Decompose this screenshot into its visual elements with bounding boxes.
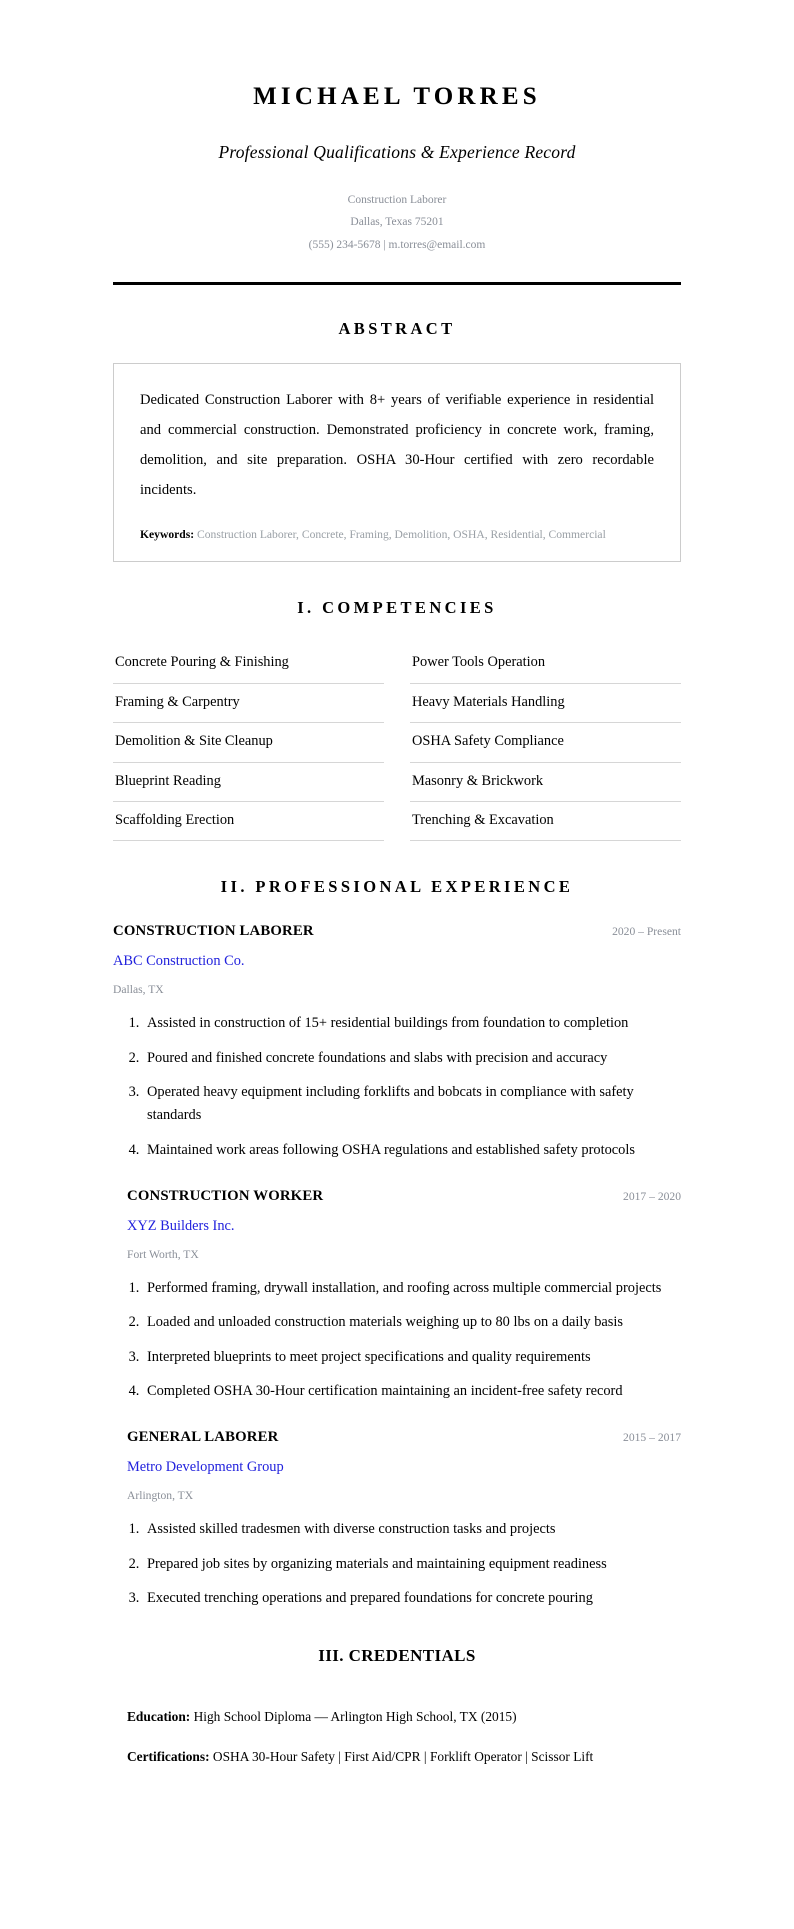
job-title: CONSTRUCTION WORKER <box>127 1188 324 1205</box>
keywords-values: Construction Laborer, Concrete, Framing, Demolition, OSHA, Residential, Commercial <box>197 527 606 541</box>
job-title: GENERAL LABORER <box>127 1429 279 1446</box>
competency-item: Concrete Pouring & Finishing <box>113 644 384 683</box>
education-value: High School Diploma — Arlington High School, TX (2015) <box>190 1709 517 1725</box>
job-location: Dallas, TX <box>113 983 164 997</box>
document-header <box>113 82 681 256</box>
competency-item: Masonry & Brickwork <box>410 763 681 802</box>
job-company[interactable]: Metro Development Group <box>127 1459 284 1476</box>
credentials-heading: III. CREDENTIALS <box>318 1646 476 1666</box>
job-dates: 2020 – Present <box>612 925 681 939</box>
list-item: 3. Executed trenching operations and prepared foundations for concrete pouring <box>143 1587 681 1610</box>
job-location: Arlington, TX <box>127 1489 194 1503</box>
job-responsibility-list <box>113 1012 681 1162</box>
list-item: 2. Loaded and unloaded construction materials weighing up to 80 lbs on a daily basis <box>143 1311 681 1334</box>
job-location: Fort Worth, TX <box>127 1248 199 1262</box>
document-subtitle: Professional Qualifications & Experience Record <box>218 142 576 162</box>
job-responsibility-list <box>127 1277 681 1403</box>
keywords-line <box>140 526 654 543</box>
job-title: CONSTRUCTION LABORER <box>113 923 314 940</box>
list-item: 1. Assisted skilled tradesmen with diverse construction tasks and projects <box>143 1518 681 1541</box>
competency-item: Heavy Materials Handling <box>410 684 681 723</box>
experience-entry <box>113 1188 681 1403</box>
education-label: Education: <box>127 1709 191 1725</box>
job-dates: 2017 – 2020 <box>623 1190 681 1204</box>
job-company[interactable]: ABC Construction Co. <box>113 953 245 970</box>
list-item: 1. Performed framing, drywall installation, and roofing across multiple commercial projects <box>143 1277 681 1300</box>
experience-heading: II. PROFESSIONAL EXPERIENCE <box>220 877 574 897</box>
education-line <box>113 1706 681 1727</box>
keywords-label: Keywords: <box>140 527 195 541</box>
job-company[interactable]: XYZ Builders Inc. <box>127 1218 235 1235</box>
competency-item: Demolition & Site Cleanup <box>113 723 384 762</box>
page-title: MICHAEL TORRES <box>253 83 541 110</box>
job-dates: 2015 – 2017 <box>623 1431 681 1445</box>
job-responsibility-list <box>127 1518 681 1610</box>
list-item: 2. Prepared job sites by organizing materials and maintaining equipment readiness <box>143 1553 681 1576</box>
competency-item: Trenching & Excavation <box>410 802 681 841</box>
list-item: 4. Completed OSHA 30-Hour certification maintaining an incident-free safety record <box>143 1380 681 1403</box>
abstract-text: Dedicated Construction Laborer with 8+ years of verifiable experience in residential and commercial construction. Demonstrated proficiency in concrete work, framing, demolition, and site preparation. OSHA 30-Hour certified with zero recordable incidents. <box>140 392 654 498</box>
experience-entry <box>113 923 681 1162</box>
competency-item: Scaffolding Erection <box>113 802 384 841</box>
competency-item: Framing & Carpentry <box>113 684 384 723</box>
list-item: 1. Assisted in construction of 15+ residential buildings from foundation to completion <box>143 1012 681 1035</box>
certifications-line <box>113 1746 681 1767</box>
contact-block <box>113 189 681 256</box>
abstract-box <box>113 363 681 562</box>
competencies-grid <box>113 644 681 841</box>
experience-entry-header <box>113 923 681 940</box>
abstract-heading: ABSTRACT <box>338 319 456 339</box>
list-item: 3. Interpreted blueprints to meet project specifications and quality requirements <box>143 1346 681 1369</box>
experience-entry-header <box>127 1188 681 1205</box>
contact-job-title: Construction Laborer <box>347 194 447 206</box>
header-divider <box>113 282 681 285</box>
credentials-section <box>113 1706 681 1767</box>
list-item: 3. Operated heavy equipment including forklifts and bobcats in compliance with safety standards <box>143 1081 681 1128</box>
certifications-label: Certifications: <box>127 1748 210 1764</box>
competency-item: OSHA Safety Compliance <box>410 723 681 762</box>
contact-location: Dallas, Texas 75201 <box>350 216 444 229</box>
contact-phone-email: (555) 234-5678 | m.torres@email.com <box>308 238 486 251</box>
list-item: 4. Maintained work areas following OSHA regulations and established safety protocols <box>143 1139 681 1162</box>
list-item: 2. Poured and finished concrete foundations and slabs with precision and accuracy <box>143 1047 681 1070</box>
competency-item: Power Tools Operation <box>410 644 681 683</box>
experience-entry-header <box>127 1429 681 1446</box>
experience-entry <box>113 1429 681 1610</box>
certifications-value: OSHA 30-Hour Safety | First Aid/CPR | Forklift Operator | Scissor Lift <box>209 1748 594 1764</box>
experience-section <box>113 923 681 1610</box>
competencies-heading: I. COMPETENCIES <box>297 598 497 618</box>
competency-item: Blueprint Reading <box>113 763 384 802</box>
